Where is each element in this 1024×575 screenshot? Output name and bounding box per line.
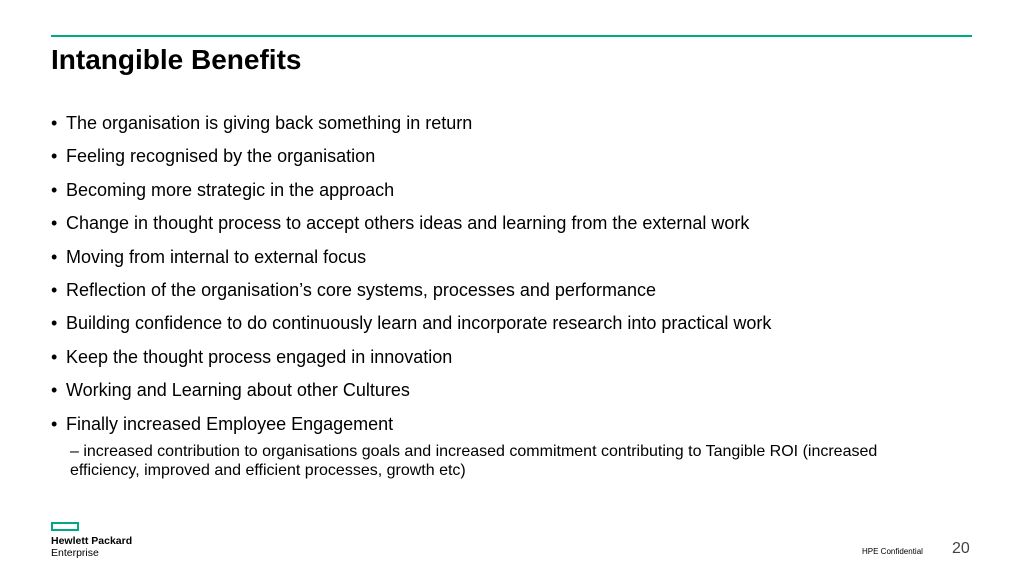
bullet-icon: • — [51, 413, 58, 434]
bullet-text: Finally increased Employee Engagement — [66, 413, 394, 434]
bullet-icon: • — [51, 213, 58, 234]
bullet-text: The organisation is giving back something in return — [66, 113, 473, 133]
bullet-text: Change in thought process to accept others ideas and learning from the external work — [66, 213, 750, 234]
page-number: 20 — [952, 540, 970, 557]
bullet-text: Keep the thought process engaged in innovation — [66, 346, 453, 367]
bullet-text: Becoming more strategic in the approach — [66, 179, 395, 200]
bullet-text: Moving from internal to external focus — [66, 246, 367, 267]
bullet-icon: • — [51, 380, 58, 401]
logo-wordmark-line1: Hewlett Packard — [51, 535, 133, 547]
bullet-icon: • — [51, 146, 58, 167]
hpe-element-icon — [51, 522, 79, 531]
bullet-icon: • — [51, 346, 58, 367]
bullet-text: Reflection of the organisation’s core systems, processes and performance — [66, 279, 656, 300]
bullet-icon: • — [51, 313, 58, 334]
title-rule — [51, 35, 972, 37]
bullet-icon: • — [51, 246, 58, 267]
sub-point-text: – increased contribution to organisations goals and increased commitment contributing to Tangible ROI (increased efficiency, improved and efficient processes, growth etc) — [70, 443, 878, 479]
hpe-logo — [51, 522, 151, 562]
bullet-text: Feeling recognised by the organisation — [66, 146, 376, 167]
bullet-text: Building confidence to do continuously learn and incorporate research into practical work — [66, 313, 772, 334]
logo-wordmark-line2: Enterprise — [51, 547, 99, 559]
slide-title: Intangible Benefits — [51, 44, 302, 75]
bullet-text: Working and Learning about other Cultures — [66, 380, 410, 401]
bullet-icon: • — [51, 179, 58, 200]
confidential-label: HPE Confidential — [862, 547, 923, 556]
bullet-icon: • — [51, 113, 58, 133]
bullet-icon: • — [51, 279, 58, 300]
